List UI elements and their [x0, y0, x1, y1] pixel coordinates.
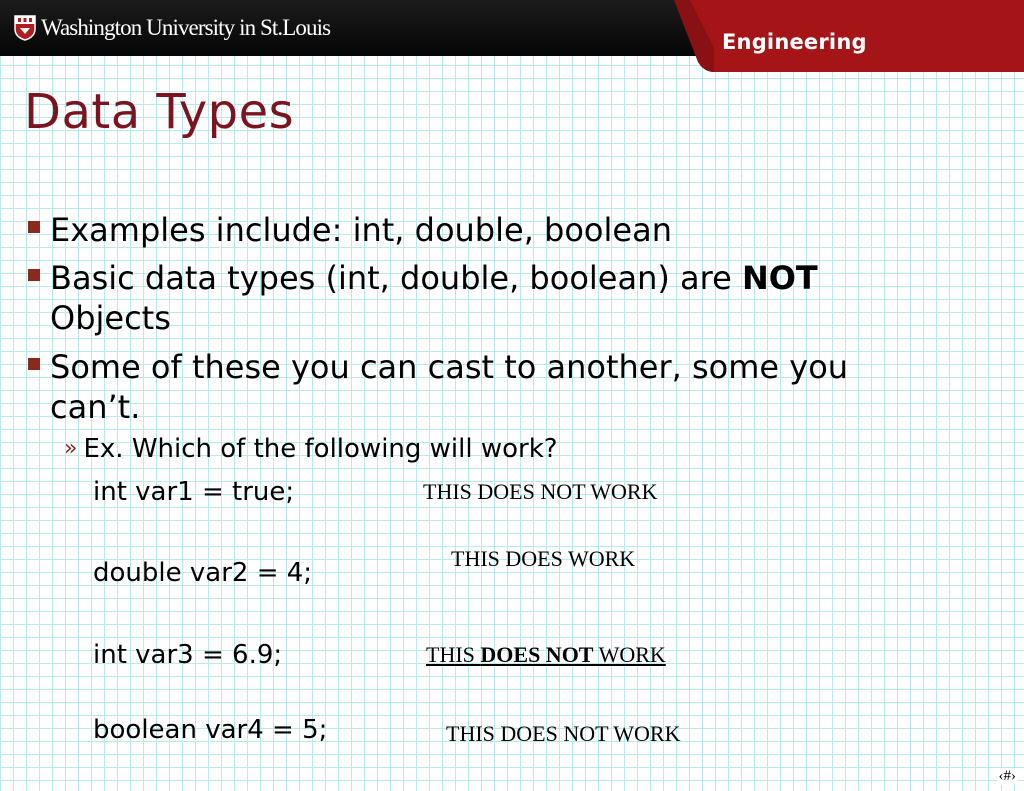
engineering-tab [674, 0, 1024, 72]
answer-2: THIS DOES WORK [451, 546, 636, 571]
sub-bullet [64, 434, 558, 464]
code-example-3: int var3 = 6.9; [93, 640, 283, 670]
bullet-text: Some of these you can cast to another, some you [50, 348, 849, 386]
code-example-4: boolean var4 = 5; [93, 715, 328, 745]
answer-3 [426, 642, 666, 668]
sub-bullet-marker: » [64, 436, 78, 461]
bullet-text-continuation: Objects [50, 299, 171, 337]
code-example-2: double var2 = 4; [93, 558, 313, 588]
code-example-1: int var1 = true; [93, 477, 295, 507]
answer-1: THIS DOES NOT WORK [423, 479, 658, 504]
bullet-text: Examples include: int, double, boolean [50, 211, 672, 249]
bullet-text-continuation: can’t. [50, 388, 141, 426]
bullet-marker-icon [28, 221, 40, 233]
answer-3-emphasis: DOES NOT [480, 642, 594, 667]
answer-3-part: THIS [426, 642, 481, 667]
bullet-text-part: Basic data types (int, double, boolean) are [50, 259, 742, 297]
school-name: Engineering [722, 30, 867, 54]
slide-title: Data Types [24, 84, 295, 140]
page-number: ‹#› [998, 768, 1016, 784]
bullet-marker-icon [28, 358, 40, 370]
bullet-marker-icon [28, 269, 40, 281]
shield-icon [14, 15, 36, 41]
answer-3-part: WORK [593, 642, 666, 667]
sub-bullet-text: Ex. Which of the following will work? [83, 434, 558, 464]
university-name: Washington University in St.Louis [41, 15, 331, 40]
header-bar [0, 0, 1024, 56]
university-logo [14, 12, 330, 44]
bullet-text [50, 257, 818, 299]
bullet-emphasis: NOT [741, 259, 818, 297]
answer-4: THIS DOES NOT WORK [446, 721, 681, 746]
